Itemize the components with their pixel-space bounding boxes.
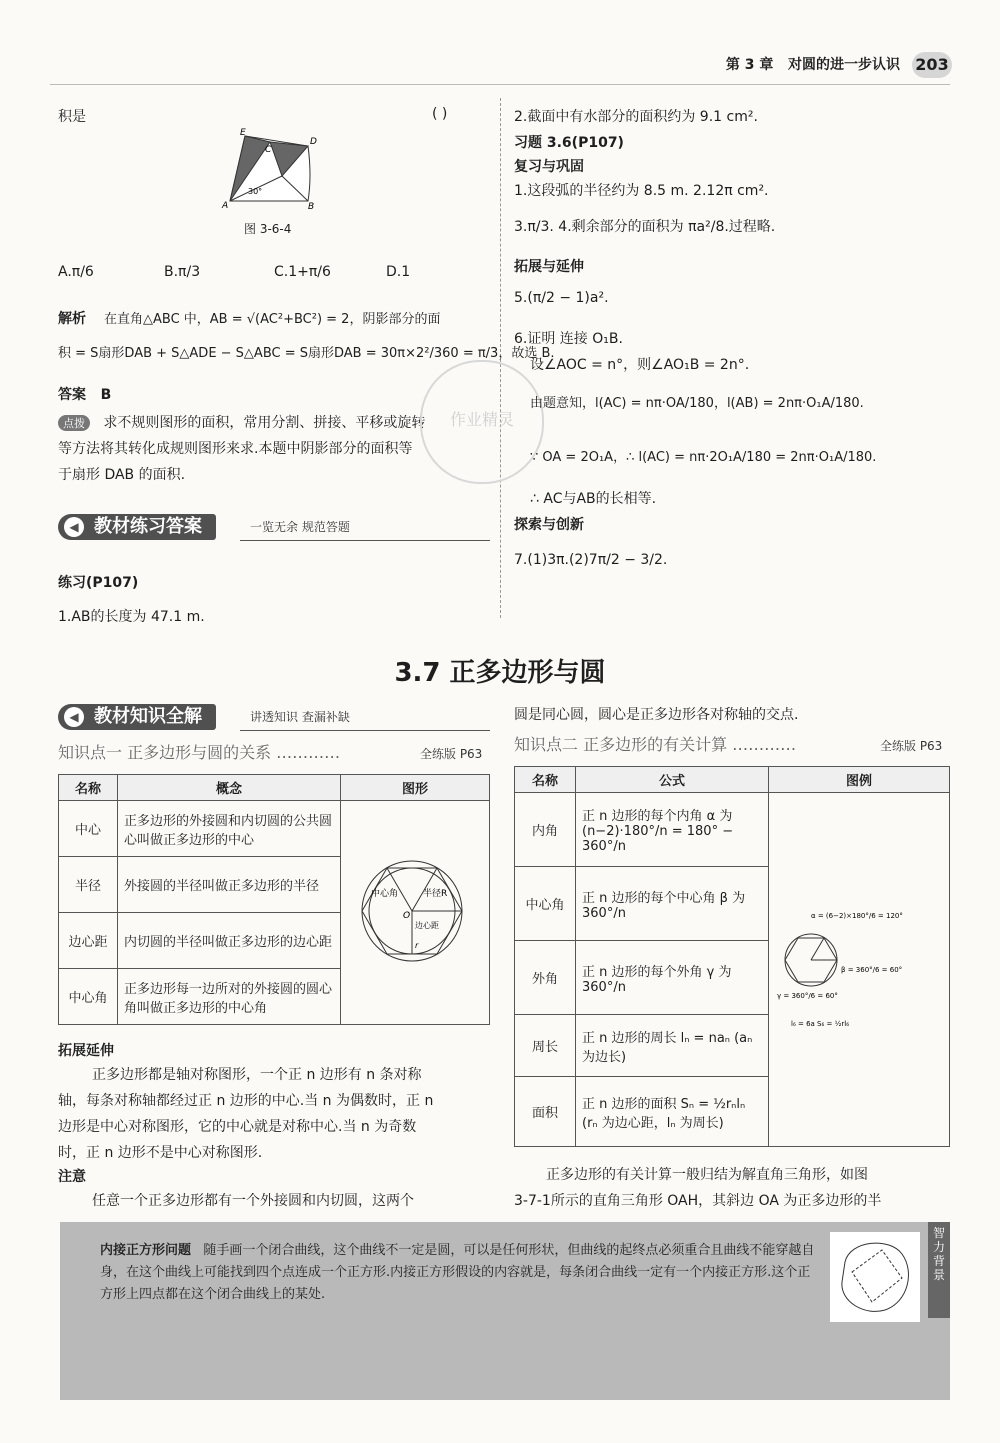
cell-name: 外角 — [515, 941, 576, 1015]
banner-rule — [240, 730, 490, 731]
table-polygon-calc — [514, 766, 950, 1147]
kp1-ref: 全练版 P63 — [420, 747, 483, 761]
closing-p1: 正多边形的有关计算一般归结为解直角三角形，如图 — [546, 1167, 868, 1183]
review-heading: 复习与巩固 — [514, 159, 584, 175]
analysis-line-1: 在直角△ABC 中，AB = √(AC²+BC²) = 2，阴影部分的面 — [104, 312, 441, 327]
tip-line-3: 于扇形 DAB 的面积. — [58, 467, 186, 483]
right-line-r5: 设∠AOC = n°，则∠AO₁B = 2n°. — [530, 357, 750, 373]
option-c: C.1+π/6 — [274, 264, 331, 280]
option-a: A.π/6 — [58, 264, 94, 280]
ext-p2: 轴，每条对称轴都经过正 n 边形的中心.当 n 为偶数时，正 n — [58, 1093, 434, 1109]
extend-heading: 拓展与延伸 — [514, 259, 584, 275]
banner-subtitle: 讲透知识 查漏补缺 — [250, 710, 350, 724]
right-line-r1: 1.这段弧的半径约为 8.5 m. 2.12π cm². — [514, 183, 769, 199]
chapter-number: 第 3 章 — [725, 57, 774, 73]
banner-knowledge — [58, 704, 216, 730]
hex-label-o: O — [403, 910, 411, 921]
analysis-label: 解析 — [58, 311, 86, 327]
cell-figure — [341, 801, 490, 1025]
tip-line-1 — [58, 412, 425, 432]
th-figure: 图形 — [341, 775, 490, 801]
right-line-r6: 由题意知，l(AC) = nπ·OA/180，l(AB) = 2nπ·O₁A/180. — [530, 396, 864, 411]
page-number: 203 — [912, 52, 952, 78]
right-line-1: 2.截面中有水部分的面积约为 9.1 cm². — [514, 109, 758, 125]
cell-diagram — [769, 793, 950, 1147]
hex-label-apothem: 边心距 — [415, 920, 439, 930]
answer-label-text: 答案 — [58, 387, 86, 403]
cell-concept: 内切圆的半径叫做正多边形的边心距 — [118, 913, 341, 969]
figure-caption: 图 3-6-4 — [244, 222, 292, 236]
right-line-r7: ∵ OA = 2O₁A，∴ l(AC) = nπ·2O₁A/180 = 2nπ·O₁A/180. — [530, 450, 877, 465]
right-line-r3: 5.(π/2 − 1)a². — [514, 290, 609, 306]
table-header-row — [59, 775, 490, 801]
cell-name: 中心角 — [59, 969, 118, 1025]
speaker-icon: ◀ — [64, 707, 84, 727]
chapter-header — [726, 54, 900, 74]
hex-label-central-angle: 中心角 — [371, 888, 399, 899]
side-tab-background: 智力背景 — [928, 1222, 950, 1318]
fig-label-angle: 30° — [248, 187, 263, 196]
cell-concept: 正多边形的外接圆和内切圆的公共圆心叫做正多边形的中心 — [118, 801, 341, 857]
option-b: B.π/3 — [164, 264, 201, 280]
explore-heading: 探索与创新 — [514, 517, 584, 533]
answer-value: B — [100, 387, 112, 403]
section-title: 3.7 正多边形与圆 — [394, 658, 606, 688]
calc-label-alpha: α = (6−2)×180°/6 = 120° — [811, 911, 903, 920]
tip-badge: 点拨 — [58, 415, 90, 431]
fig-label-b: B — [308, 202, 315, 210]
th-diagram: 图例 — [769, 767, 950, 793]
ext-p1: 正多边形都是轴对称图形，一个正 n 边形有 n 条对称 — [92, 1067, 422, 1083]
closed-curve-figure — [830, 1232, 920, 1322]
banner-title: 教材知识全解 — [94, 706, 202, 727]
th-name: 名称 — [59, 775, 118, 801]
calc-label-perimeter: l₆ = 6a S₆ = ½rl₆ — [791, 1019, 850, 1028]
practice-title: 练习(P107) — [58, 575, 139, 591]
cell-concept: 正多边形每一边所对的外接圆的圆心角叫做正多边形的中心角 — [118, 969, 341, 1025]
hex-label-r: r — [415, 940, 419, 950]
cell-name: 面积 — [515, 1077, 576, 1147]
right-line-r2: 3.π/3. 4.剩余部分的面积为 πa²/8.过程略. — [514, 219, 776, 235]
background-note-text — [100, 1240, 820, 1306]
hexagon-calc-figure — [775, 898, 925, 1038]
right-line-r9: 7.(1)3π.(2)7π/2 − 3/2. — [514, 552, 668, 568]
right-line-r8: ∴ AC与AB的长相等. — [530, 491, 657, 507]
cell-name: 内角 — [515, 793, 576, 867]
banner-rule — [240, 540, 490, 541]
kp2-ref: 全练版 P63 — [880, 739, 943, 753]
hexagon-figure — [347, 856, 477, 966]
ext-heading: 拓展延伸 — [58, 1043, 114, 1059]
calc-label-gamma: γ = 360°/6 = 60° — [777, 991, 838, 1000]
background-note-title: 内接正方形问题 — [100, 1243, 192, 1258]
ext-p3: 边形是中心对称图形，它的中心就是对称中心.当 n 为奇数 — [58, 1119, 417, 1135]
cell-formula: 正 n 边形的面积 Sₙ = ½rₙlₙ (rₙ 为边心距，lₙ 为周长) — [576, 1077, 769, 1147]
background-note-body: 随手画一个闭合曲线，这个曲线不一定是圆，可以是任何形状，但曲线的起终点必须重合且曲线不能穿越自身，在这个曲线上可能找到四个点连成一个正方形.内接正方形假设的内容就是，每条闭合曲线一定有一个内接正方形.这个正方形上四点都在这个闭合曲线上的某处. — [100, 1243, 815, 1302]
cell-formula: 正 n 边形的每个中心角 β 为 360°/n — [576, 867, 769, 941]
fig-label-c: C — [265, 145, 272, 155]
kp2-title: 知识点二 正多边形的有关计算 ………… — [514, 735, 797, 754]
right-line-r4: 6.证明 连接 O₁B. — [514, 331, 623, 347]
banner-title: 教材练习答案 — [94, 516, 202, 537]
watermark-stamp: 作业精灵 — [420, 360, 544, 484]
header-divider — [50, 84, 950, 85]
table-row — [59, 801, 490, 857]
hex-label-radius: 半径R — [423, 888, 448, 899]
figure-3-6-4 — [220, 126, 330, 210]
note-heading: 注意 — [58, 1169, 86, 1185]
cell-formula: 正 n 边形的每个内角 α 为 (n−2)·180°/n = 180° − 360°/n — [576, 793, 769, 867]
note-continued: 圆是同心圆，圆心是正多边形各对称轴的交点. — [514, 707, 799, 723]
question-tail: 积是 — [58, 109, 86, 125]
th-concept: 概念 — [118, 775, 341, 801]
fig-label-a: A — [222, 201, 229, 210]
fig-label-d: D — [310, 137, 317, 147]
banner-textbook-answers — [58, 514, 216, 540]
tip-line-2: 等方法将其转化成规则图形来求.本题中阴影部分的面积等 — [58, 441, 413, 457]
note-p1: 任意一个正多边形都有一个外接圆和内切圆，这两个 — [92, 1193, 414, 1209]
calc-label-beta: β = 360°/6 = 60° — [841, 965, 903, 974]
fig-label-e: E — [240, 128, 246, 138]
cell-name: 半径 — [59, 857, 118, 913]
cell-formula: 正 n 边形的每个外角 γ 为 360°/n — [576, 941, 769, 1015]
option-d: D.1 — [386, 264, 411, 280]
practice-item-1: 1.AB的长度为 47.1 m. — [58, 609, 205, 625]
cell-concept: 外接圆的半径叫做正多边形的半径 — [118, 857, 341, 913]
cell-name: 中心角 — [515, 867, 576, 941]
answer-paren: ( ) — [432, 106, 448, 122]
analysis-line-2: 积 = S扇形DAB + S△ADE − S△ABC = S扇形DAB = 30π×2²/360 = π/3，故选 B. — [58, 346, 555, 361]
cell-name: 中心 — [59, 801, 118, 857]
answer-label — [58, 384, 111, 404]
speaker-icon: ◀ — [64, 517, 84, 537]
cell-name: 周长 — [515, 1015, 576, 1077]
ext-p4: 时，正 n 边形不是中心对称图形. — [58, 1145, 263, 1161]
table-header-row — [515, 767, 950, 793]
closing-p2: 3-7-1所示的直角三角形 OAH，其斜边 OA 为正多边形的半 — [514, 1193, 882, 1209]
table-row — [515, 793, 950, 867]
background-note-box — [60, 1222, 950, 1400]
table-polygon-circle — [58, 774, 490, 1025]
th-name: 名称 — [515, 767, 576, 793]
th-formula: 公式 — [576, 767, 769, 793]
banner-subtitle: 一览无余 规范答题 — [250, 520, 350, 534]
cell-name: 边心距 — [59, 913, 118, 969]
exercise-title: 习题 3.6(P107) — [514, 135, 624, 151]
tip-text-1: 求不规则图形的面积，常用分割、拼接、平移或旋转 — [103, 415, 426, 431]
chapter-title: 对圆的进一步认识 — [788, 57, 900, 73]
cell-formula: 正 n 边形的周长 lₙ = naₙ (aₙ 为边长) — [576, 1015, 769, 1077]
kp1-title: 知识点一 正多边形与圆的关系 ………… — [58, 743, 341, 762]
